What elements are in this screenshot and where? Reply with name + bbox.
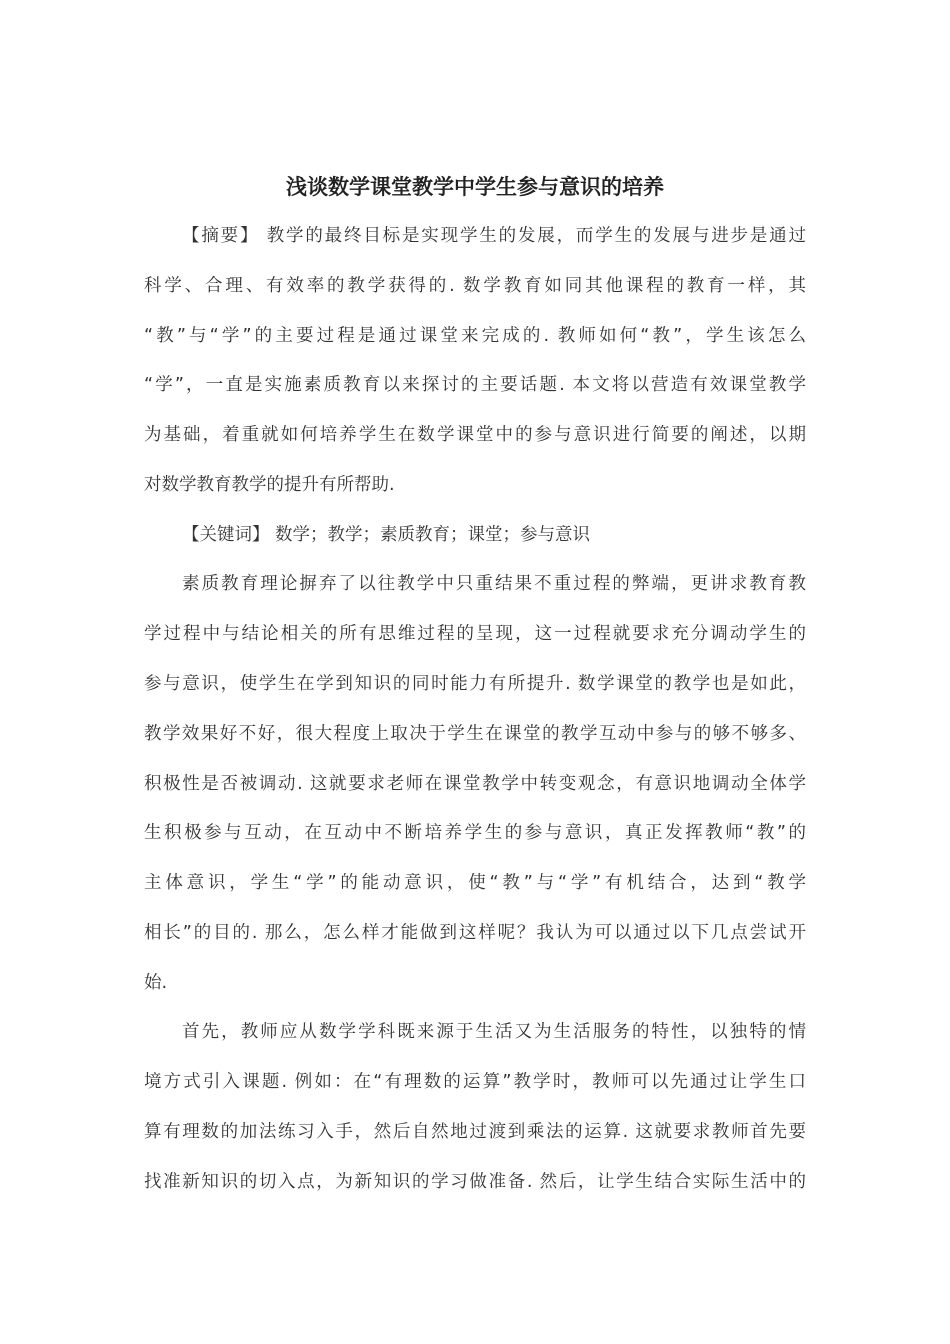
body-para1-line-5: 积极性是否被调动. 这就要求老师在课堂教学中转变观念，有意识地调动全体学: [144, 774, 806, 794]
keywords-line: 【关键词】 数学；教学；素质教育；课堂；参与意识: [182, 525, 591, 545]
body-para1-line-9: 始.: [144, 973, 168, 993]
body-para1-line-2: 学过程中与结论相关的所有思维过程的呈现，这一过程就要求充分调动学生的: [144, 624, 806, 644]
body-para2-line-3: 算有理数的加法练习入手，然后自然地过渡到乘法的运算. 这就要求教师首先要: [144, 1122, 806, 1142]
body-para1-line-3: 参与意识，使学生在学到知识的同时能力有所提升. 数学课堂的教学也是如此，: [144, 674, 806, 694]
abstract-line-2: 科学、合理、有效率的教学获得的. 数学教育如同其他课程的教育一样，其: [144, 276, 806, 296]
body-para2-line-2: 境方式引入课题. 例如：在“有理数的运算”教学时，教师可以先通过让学生口: [144, 1072, 806, 1092]
body-para1-line-7: 主体意识，学生“学”的能动意识，使“教”与“学”有机结合，达到“教学: [144, 873, 806, 893]
body-para1-line-1: 素质教育理论摒弃了以往教学中只重结果不重过程的弊端，更讲求教育教: [182, 574, 806, 594]
body-para1-line-6: 生积极参与互动，在互动中不断培养学生的参与意识，真正发挥教师“教”的: [144, 823, 806, 843]
body-para1-line-8: 相长”的目的. 那么，怎么样才能做到这样呢？我认为可以通过以下几点尝试开: [144, 923, 806, 943]
document-title: 浅谈数学课堂教学中学生参与意识的培养: [286, 174, 664, 199]
abstract-line-5: 为基础，着重就如何培养学生在数学课堂中的参与意识进行简要的阐述，以期: [144, 425, 806, 445]
abstract-line-6: 对数学教育教学的提升有所帮助.: [144, 475, 395, 495]
body-para2-line-1: 首先，教师应从数学学科既来源于生活又为生活服务的特性，以独特的情: [182, 1022, 806, 1042]
body-para1-line-4: 教学效果好不好，很大程度上取决于学生在课堂的教学互动中参与的够不够多、: [144, 724, 806, 744]
abstract-line-1: 【摘要】 教学的最终目标是实现学生的发展，而学生的发展与进步是通过: [182, 226, 806, 246]
body-para2-line-4: 找准新知识的切入点，为新知识的学习做准备. 然后，让学生结合实际生活中的: [144, 1172, 806, 1192]
abstract-line-4: “学”，一直是实施素质教育以来探讨的主要话题. 本文将以营造有效课堂教学: [144, 375, 806, 395]
abstract-line-3: “教”与“学”的主要过程是通过课堂来完成的. 教师如何“教”，学生该怎么: [144, 326, 806, 346]
